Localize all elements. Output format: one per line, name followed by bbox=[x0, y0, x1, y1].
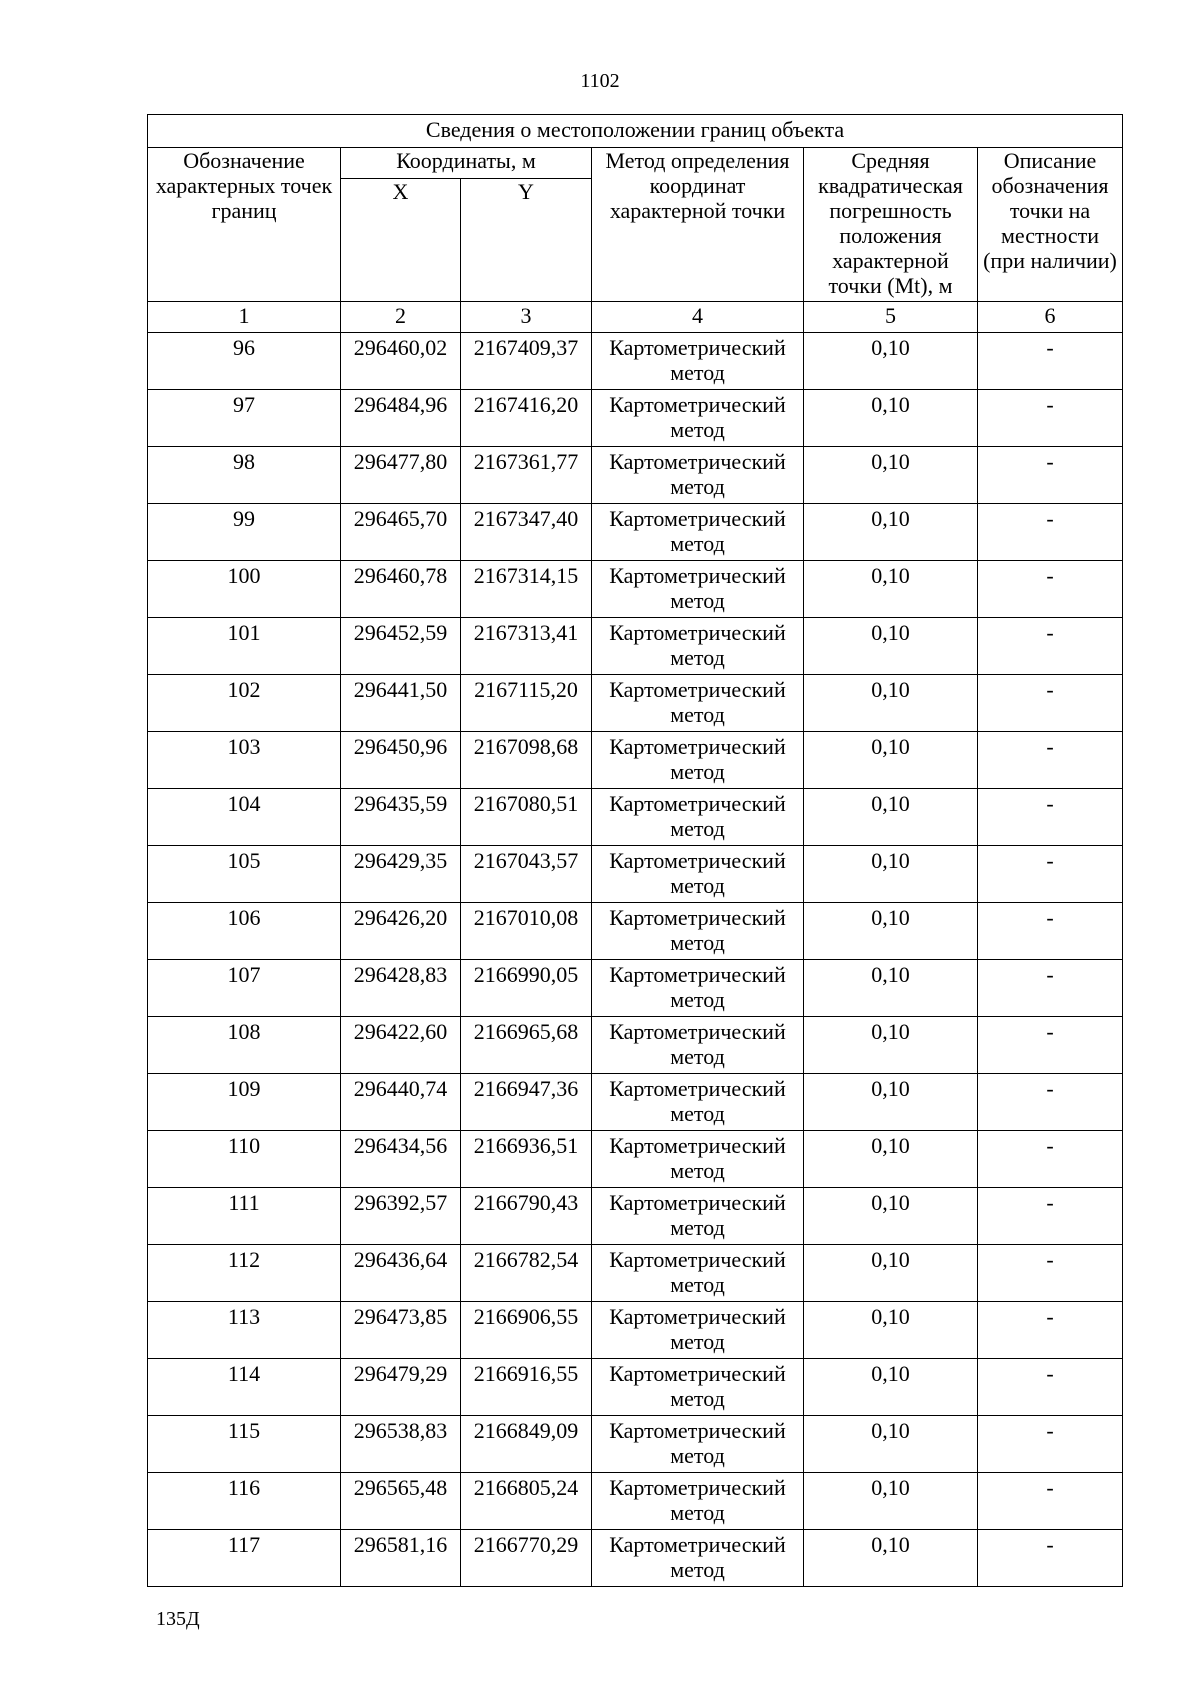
cell-y: 2167416,20 bbox=[461, 390, 592, 447]
cell-method: Картометрический метод bbox=[592, 1017, 804, 1074]
cell-method: Картометрический метод bbox=[592, 789, 804, 846]
cell-method: Картометрический метод bbox=[592, 732, 804, 789]
cell-description: - bbox=[978, 789, 1123, 846]
table-row bbox=[148, 1359, 1123, 1416]
cell-error: 0,10 bbox=[804, 1359, 978, 1416]
cell-error: 0,10 bbox=[804, 1473, 978, 1530]
cell-x: 296434,56 bbox=[341, 1131, 461, 1188]
cell-y: 2167098,68 bbox=[461, 732, 592, 789]
cell-y: 2166849,09 bbox=[461, 1416, 592, 1473]
cell-y: 2167409,37 bbox=[461, 333, 592, 390]
boundary-table bbox=[147, 114, 1123, 1587]
column-number: 2 bbox=[341, 302, 461, 333]
cell-point: 116 bbox=[148, 1473, 341, 1530]
cell-error: 0,10 bbox=[804, 333, 978, 390]
cell-method: Картометрический метод bbox=[592, 1473, 804, 1530]
cell-y: 2166947,36 bbox=[461, 1074, 592, 1131]
cell-x: 296460,02 bbox=[341, 333, 461, 390]
cell-description: - bbox=[978, 1245, 1123, 1302]
table-row bbox=[148, 1473, 1123, 1530]
cell-y: 2166782,54 bbox=[461, 1245, 592, 1302]
cell-method: Картометрический метод bbox=[592, 1074, 804, 1131]
cell-error: 0,10 bbox=[804, 618, 978, 675]
cell-error: 0,10 bbox=[804, 732, 978, 789]
cell-x: 296460,78 bbox=[341, 561, 461, 618]
cell-method: Картометрический метод bbox=[592, 903, 804, 960]
cell-error: 0,10 bbox=[804, 447, 978, 504]
cell-method: Картометрический метод bbox=[592, 1302, 804, 1359]
table-row bbox=[148, 618, 1123, 675]
cell-y: 2167361,77 bbox=[461, 447, 592, 504]
cell-description: - bbox=[978, 1530, 1123, 1587]
cell-description: - bbox=[978, 675, 1123, 732]
cell-x: 296392,57 bbox=[341, 1188, 461, 1245]
cell-y: 2166916,55 bbox=[461, 1359, 592, 1416]
cell-error: 0,10 bbox=[804, 1074, 978, 1131]
footer-code: 135Д bbox=[156, 1608, 200, 1630]
cell-y: 2166990,05 bbox=[461, 960, 592, 1017]
cell-x: 296435,59 bbox=[341, 789, 461, 846]
cell-method: Картометрический метод bbox=[592, 1188, 804, 1245]
cell-x: 296565,48 bbox=[341, 1473, 461, 1530]
cell-point: 108 bbox=[148, 1017, 341, 1074]
cell-point: 111 bbox=[148, 1188, 341, 1245]
table-row bbox=[148, 504, 1123, 561]
cell-y: 2166965,68 bbox=[461, 1017, 592, 1074]
cell-error: 0,10 bbox=[804, 1131, 978, 1188]
table-row bbox=[148, 1131, 1123, 1188]
cell-description: - bbox=[978, 732, 1123, 789]
cell-method: Картометрический метод bbox=[592, 1359, 804, 1416]
table-row bbox=[148, 561, 1123, 618]
cell-y: 2167043,57 bbox=[461, 846, 592, 903]
cell-error: 0,10 bbox=[804, 960, 978, 1017]
header-point-designation: Обозначение характерных точек границ bbox=[148, 148, 341, 302]
cell-method: Картометрический метод bbox=[592, 618, 804, 675]
cell-method: Картометрический метод bbox=[592, 1530, 804, 1587]
cell-y: 2166770,29 bbox=[461, 1530, 592, 1587]
cell-error: 0,10 bbox=[804, 1017, 978, 1074]
cell-point: 107 bbox=[148, 960, 341, 1017]
cell-error: 0,10 bbox=[804, 561, 978, 618]
cell-x: 296450,96 bbox=[341, 732, 461, 789]
cell-description: - bbox=[978, 1302, 1123, 1359]
cell-y: 2166906,55 bbox=[461, 1302, 592, 1359]
cell-method: Картометрический метод bbox=[592, 960, 804, 1017]
cell-x: 296436,64 bbox=[341, 1245, 461, 1302]
cell-y: 2167347,40 bbox=[461, 504, 592, 561]
table-row bbox=[148, 1530, 1123, 1587]
cell-method: Картометрический метод bbox=[592, 333, 804, 390]
cell-method: Картометрический метод bbox=[592, 675, 804, 732]
cell-y: 2166805,24 bbox=[461, 1473, 592, 1530]
header-x: X bbox=[341, 179, 461, 302]
cell-error: 0,10 bbox=[804, 675, 978, 732]
cell-method: Картометрический метод bbox=[592, 1245, 804, 1302]
cell-x: 296465,70 bbox=[341, 504, 461, 561]
cell-error: 0,10 bbox=[804, 846, 978, 903]
table-title: Сведения о местоположении границ объекта bbox=[148, 115, 1123, 148]
table-row bbox=[148, 390, 1123, 447]
cell-method: Картометрический метод bbox=[592, 561, 804, 618]
cell-description: - bbox=[978, 960, 1123, 1017]
cell-point: 106 bbox=[148, 903, 341, 960]
cell-point: 109 bbox=[148, 1074, 341, 1131]
cell-point: 102 bbox=[148, 675, 341, 732]
table-row bbox=[148, 1302, 1123, 1359]
header-error: Средняя квадратическая погрешность положения характерной точки (Mt), м bbox=[804, 148, 978, 302]
cell-description: - bbox=[978, 447, 1123, 504]
cell-error: 0,10 bbox=[804, 903, 978, 960]
cell-description: - bbox=[978, 390, 1123, 447]
cell-description: - bbox=[978, 846, 1123, 903]
cell-point: 99 bbox=[148, 504, 341, 561]
column-number: 5 bbox=[804, 302, 978, 333]
cell-description: - bbox=[978, 903, 1123, 960]
cell-point: 98 bbox=[148, 447, 341, 504]
cell-error: 0,10 bbox=[804, 1530, 978, 1587]
header-row bbox=[148, 148, 1123, 179]
cell-x: 296429,35 bbox=[341, 846, 461, 903]
table-row bbox=[148, 732, 1123, 789]
cell-description: - bbox=[978, 504, 1123, 561]
header-description: Описание обозначения точки на местности (при наличии) bbox=[978, 148, 1123, 302]
table-row bbox=[148, 675, 1123, 732]
cell-x: 296581,16 bbox=[341, 1530, 461, 1587]
cell-point: 113 bbox=[148, 1302, 341, 1359]
table-row bbox=[148, 789, 1123, 846]
cell-error: 0,10 bbox=[804, 1416, 978, 1473]
cell-description: - bbox=[978, 333, 1123, 390]
cell-description: - bbox=[978, 1131, 1123, 1188]
table-row bbox=[148, 1245, 1123, 1302]
cell-point: 104 bbox=[148, 789, 341, 846]
header-method: Метод определения координат характерной точки bbox=[592, 148, 804, 302]
cell-x: 296484,96 bbox=[341, 390, 461, 447]
table-row bbox=[148, 1017, 1123, 1074]
cell-point: 105 bbox=[148, 846, 341, 903]
cell-y: 2167080,51 bbox=[461, 789, 592, 846]
table-body bbox=[148, 115, 1123, 1587]
cell-x: 296538,83 bbox=[341, 1416, 461, 1473]
cell-method: Картометрический метод bbox=[592, 1131, 804, 1188]
cell-y: 2166936,51 bbox=[461, 1131, 592, 1188]
cell-point: 112 bbox=[148, 1245, 341, 1302]
table-row bbox=[148, 447, 1123, 504]
cell-error: 0,10 bbox=[804, 1302, 978, 1359]
cell-point: 115 bbox=[148, 1416, 341, 1473]
cell-x: 296452,59 bbox=[341, 618, 461, 675]
cell-method: Картометрический метод bbox=[592, 447, 804, 504]
cell-point: 100 bbox=[148, 561, 341, 618]
cell-method: Картометрический метод bbox=[592, 390, 804, 447]
cell-description: - bbox=[978, 1074, 1123, 1131]
cell-description: - bbox=[978, 1359, 1123, 1416]
cell-point: 101 bbox=[148, 618, 341, 675]
cell-x: 296441,50 bbox=[341, 675, 461, 732]
cell-point: 117 bbox=[148, 1530, 341, 1587]
column-number: 4 bbox=[592, 302, 804, 333]
cell-y: 2167115,20 bbox=[461, 675, 592, 732]
cell-point: 110 bbox=[148, 1131, 341, 1188]
table-row bbox=[148, 1416, 1123, 1473]
column-number: 3 bbox=[461, 302, 592, 333]
cell-description: - bbox=[978, 1017, 1123, 1074]
table-row bbox=[148, 960, 1123, 1017]
table-title-row bbox=[148, 115, 1123, 148]
cell-x: 296422,60 bbox=[341, 1017, 461, 1074]
cell-point: 97 bbox=[148, 390, 341, 447]
cell-y: 2166790,43 bbox=[461, 1188, 592, 1245]
cell-method: Картометрический метод bbox=[592, 846, 804, 903]
cell-x: 296428,83 bbox=[341, 960, 461, 1017]
cell-point: 103 bbox=[148, 732, 341, 789]
page-number: 1102 bbox=[580, 70, 620, 92]
cell-x: 296477,80 bbox=[341, 447, 461, 504]
cell-y: 2167010,08 bbox=[461, 903, 592, 960]
cell-method: Картометрический метод bbox=[592, 1416, 804, 1473]
header-coordinates: Координаты, м bbox=[341, 148, 592, 179]
table-row bbox=[148, 333, 1123, 390]
cell-description: - bbox=[978, 1188, 1123, 1245]
column-number-row bbox=[148, 302, 1123, 333]
cell-y: 2167313,41 bbox=[461, 618, 592, 675]
table-row bbox=[148, 1188, 1123, 1245]
table-row bbox=[148, 846, 1123, 903]
cell-point: 96 bbox=[148, 333, 341, 390]
header-y: Y bbox=[461, 179, 592, 302]
cell-x: 296473,85 bbox=[341, 1302, 461, 1359]
cell-method: Картометрический метод bbox=[592, 504, 804, 561]
column-number: 6 bbox=[978, 302, 1123, 333]
cell-point: 114 bbox=[148, 1359, 341, 1416]
cell-description: - bbox=[978, 1416, 1123, 1473]
cell-y: 2167314,15 bbox=[461, 561, 592, 618]
cell-error: 0,10 bbox=[804, 504, 978, 561]
cell-error: 0,10 bbox=[804, 1188, 978, 1245]
cell-error: 0,10 bbox=[804, 390, 978, 447]
table-row bbox=[148, 903, 1123, 960]
column-number: 1 bbox=[148, 302, 341, 333]
cell-description: - bbox=[978, 618, 1123, 675]
cell-x: 296426,20 bbox=[341, 903, 461, 960]
cell-description: - bbox=[978, 1473, 1123, 1530]
cell-error: 0,10 bbox=[804, 1245, 978, 1302]
table-row bbox=[148, 1074, 1123, 1131]
cell-x: 296440,74 bbox=[341, 1074, 461, 1131]
cell-x: 296479,29 bbox=[341, 1359, 461, 1416]
cell-error: 0,10 bbox=[804, 789, 978, 846]
cell-description: - bbox=[978, 561, 1123, 618]
